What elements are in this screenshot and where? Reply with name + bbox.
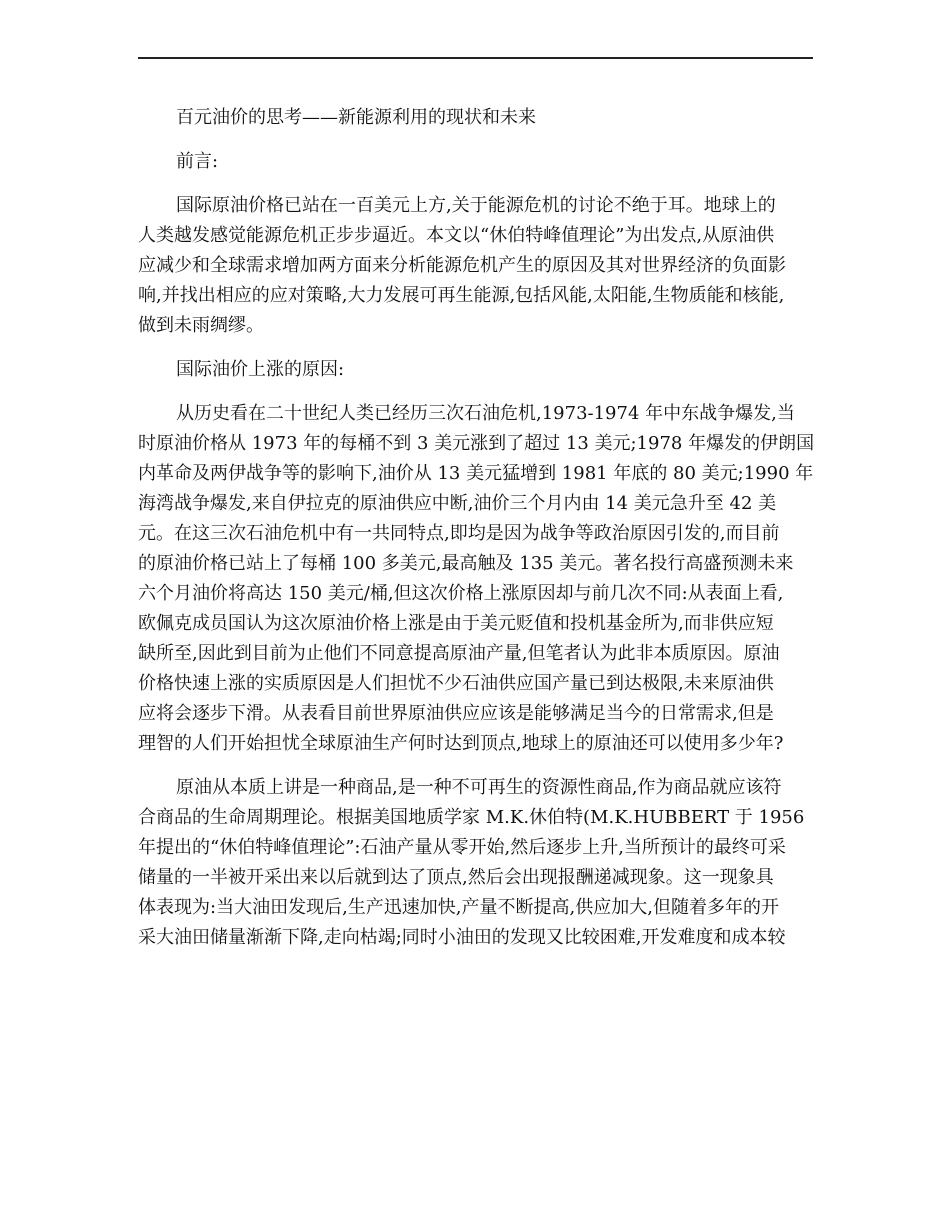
paragraph-line: 价格快速上涨的实质原因是人们担忧不少石油供应国产量已到达极限,未来原油供 <box>138 673 774 694</box>
paragraph-line: 国际原油价格已站在一百美元上方,关于能源危机的讨论不绝于耳。地球上的 <box>176 195 776 216</box>
paragraph-line: 年提出的“休伯特峰值理论”:石油产量从零开始,然后逐步上升,当所预计的最终可采 <box>138 837 786 858</box>
paragraph-line: 体表现为:当大油田发现后,生产迅速加快,产量不断提高,供应加大,但随着多年的开 <box>138 897 779 918</box>
preface-heading: 前言: <box>176 151 219 172</box>
paragraph-line: 储量的一半被开采出来以后就到达了顶点,然后会出现报酬递减现象。这一现象具 <box>138 867 774 888</box>
paragraph-line: 元。在这三次石油危机中有一共同特点,即均是因为战争等政治原因引发的,而目前 <box>138 523 780 544</box>
paragraph-line: 响,并找出相应的应对策略,大力发展可再生能源,包括风能,太阳能,生物质能和核能, <box>138 285 785 306</box>
paragraph-line: 时原油价格从 1973 年的每桶不到 3 美元涨到了超过 13 美元;1978 年爆发的伊朗国 <box>138 433 815 454</box>
paragraph-line: 合商品的生命周期理论。根据美国地质学家 M.K.休伯特(M.K.HUBBERT 于 1956 <box>138 807 805 828</box>
section-heading: 国际油价上涨的原因: <box>176 359 345 380</box>
header-rule <box>138 57 813 59</box>
paragraph-line: 应减少和全球需求增加两方面来分析能源危机产生的原因及其对世界经济的负面影 <box>138 255 786 276</box>
paragraph-line: 六个月油价将高达 150 美元/桶,但这次价格上涨原因却与前几次不同:从表面上看, <box>138 583 784 604</box>
preface-paragraph <box>138 191 818 341</box>
paragraph-line: 的原油价格已站上了每桶 100 多美元,最高触及 135 美元。著名投行高盛预测未来 <box>138 553 794 574</box>
paragraph-line: 理智的人们开始担忧全球原油生产何时达到顶点,地球上的原油还可以使用多少年? <box>138 733 784 754</box>
paragraph-line: 做到未雨绸缪。 <box>138 315 264 336</box>
paragraph-line: 海湾战争爆发,来自伊拉克的原油供应中断,油价三个月内由 14 美元急升至 42 美 <box>138 493 777 514</box>
paragraph-line: 从历史看在二十世纪人类已经历三次石油危机,1973-1974 年中东战争爆发,当 <box>176 403 795 424</box>
paragraph-line: 应将会逐步下滑。从表看目前世界原油供应应该是能够满足当今的日常需求,但是 <box>138 703 774 724</box>
history-paragraph <box>138 399 818 759</box>
paragraph-line: 缺所至,因此到目前为止他们不同意提高原油产量,但笔者认为此非本质原因。原油 <box>138 643 780 664</box>
paragraph-line: 欧佩克成员国认为这次原油价格上涨是由于美元贬值和投机基金所为,而非供应短 <box>138 613 774 634</box>
paragraph-line: 人类越发感觉能源危机正步步逼近。本文以“休伯特峰值理论”为出发点,从原油供 <box>138 225 775 246</box>
paragraph-line: 采大油田储量渐渐下降,走向枯竭;同时小油田的发现又比较困难,开发难度和成本较 <box>138 927 786 948</box>
document-body <box>138 103 818 967</box>
paragraph-line: 原油从本质上讲是一种商品,是一种不可再生的资源性商品,作为商品就应该符 <box>176 777 782 798</box>
hubbert-paragraph <box>138 773 818 953</box>
paragraph-line: 内革命及两伊战争等的影响下,油价从 13 美元猛增到 1981 年底的 80 美元;1990 年 <box>138 463 814 484</box>
document-title: 百元油价的思考——新能源利用的现状和未来 <box>176 107 536 128</box>
